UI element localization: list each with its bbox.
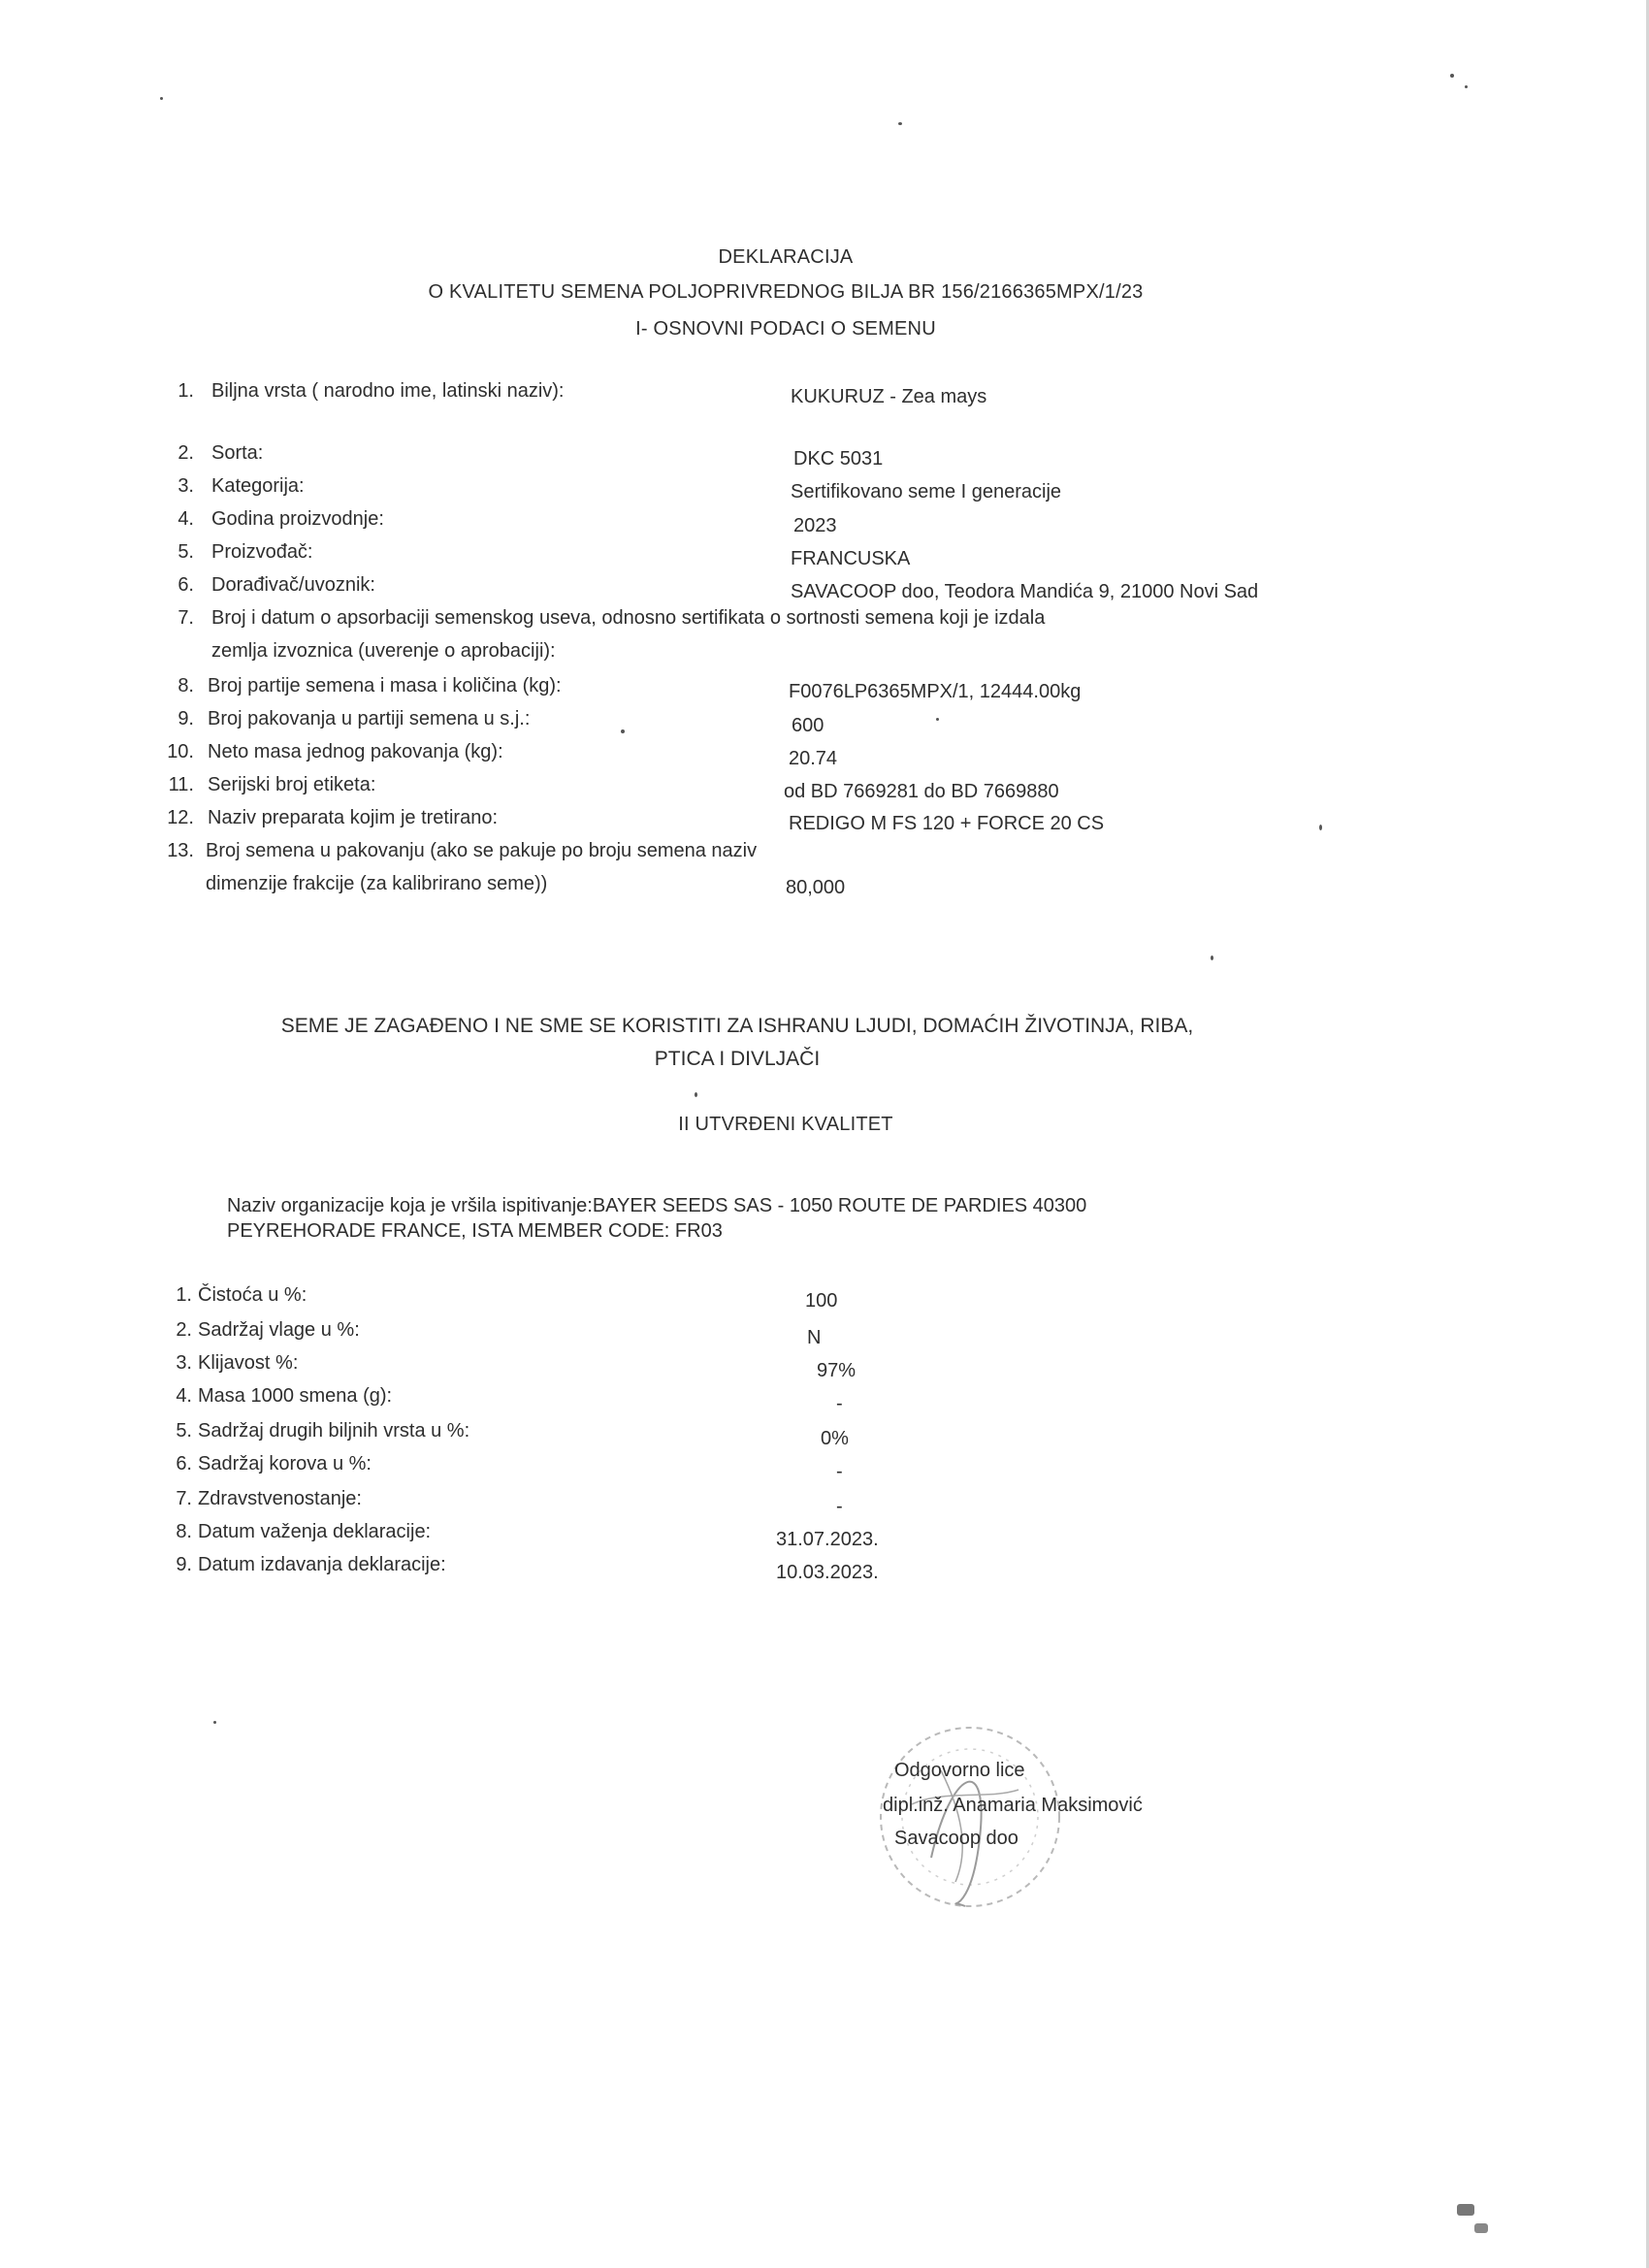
item-value: 10.03.2023. (776, 1562, 879, 1583)
scan-speck (160, 97, 163, 100)
item-number: 9. (176, 1554, 192, 1575)
item-number: 1. (176, 1284, 192, 1306)
item-number: 8. (176, 1521, 192, 1542)
scan-speck (898, 122, 902, 125)
item-label: Naziv preparata kojim je tretirano: (208, 807, 499, 828)
item-number: 9. (178, 708, 194, 729)
item-label: Sadržaj korova u %: (198, 1453, 372, 1474)
item-number: 6. (176, 1453, 192, 1474)
item-value: - (836, 1496, 843, 1517)
item-label: Neto masa jednog pakovanja (kg): (208, 741, 503, 762)
item-value: REDIGO M FS 120 + FORCE 20 CS (789, 813, 1105, 834)
item-label: Sorta: (211, 442, 264, 464)
scan-speck (936, 718, 939, 721)
item-value: 20.74 (789, 748, 838, 769)
testing-organization-line-2: PEYREHORADE FRANCE, ISTA MEMBER CODE: FR03 (227, 1220, 723, 1242)
item-value: od BD 7669281 do BD 7669880 (784, 781, 1059, 802)
scan-speck (1465, 85, 1468, 88)
scan-speck (1450, 74, 1454, 78)
item-number: 4. (176, 1385, 192, 1407)
item-value: Sertifikovano seme I generacije (791, 481, 1062, 502)
document-title: DEKLARACIJA (718, 246, 854, 268)
item-number: 8. (178, 675, 194, 697)
item-label: Broj pakovanja u partiji semena u s.j.: (208, 708, 531, 729)
item-label: Broj semena u pakovanju (ako se pakuje po broju semena naziv (206, 840, 758, 861)
scan-speck (1211, 956, 1213, 960)
item-number: 2. (178, 442, 194, 464)
scan-speck (695, 1092, 697, 1097)
signature-company: Savacoop doo (894, 1828, 1018, 1849)
item-value: DKC 5031 (793, 448, 884, 470)
item-number: 4. (178, 508, 194, 530)
item-label: Kategorija: (211, 475, 305, 497)
item-label: Zdravstvenostanje: (198, 1488, 362, 1509)
item-number: 3. (178, 475, 194, 497)
item-label: Datum izdavanja deklaracije: (198, 1554, 446, 1575)
item-label-continued: zemlja izvoznica (uverenje o aprobaciji): (211, 640, 556, 662)
item-value: N (807, 1327, 822, 1348)
item-label: Datum važenja deklaracije: (198, 1521, 432, 1542)
item-value: FRANCUSKA (791, 548, 911, 569)
item-label: Broj i datum o apsorbaciji semenskog useva, odnosno sertifikata o sortnosti semena koji je izdala (211, 607, 1046, 629)
item-number: 3. (176, 1352, 192, 1374)
item-number: 5. (176, 1420, 192, 1442)
item-number: 7. (178, 607, 194, 629)
item-label: Proizvođač: (211, 541, 313, 563)
item-value: 2023 (793, 515, 837, 536)
item-label: Sadržaj drugih biljnih vrsta u %: (198, 1420, 470, 1442)
item-number: 11. (168, 774, 194, 795)
item-value: - (836, 1393, 843, 1414)
item-value: 600 (792, 715, 824, 736)
document-subtitle: O KVALITETU SEMENA POLJOPRIVREDNOG BILJA BR 156/2166365MPX/1/23 (428, 281, 1144, 303)
item-number: 12. (167, 807, 194, 828)
item-label: Sadržaj vlage u %: (198, 1319, 360, 1341)
item-label: Broj partije semena i masa i količina (kg): (208, 675, 562, 697)
item-value: 100 (805, 1290, 838, 1312)
item-number: 7. (176, 1488, 192, 1509)
item-value: 31.07.2023. (776, 1529, 879, 1550)
item-number: 10. (167, 741, 194, 762)
contamination-warning-line-2: PTICA I DIVLJAČI (654, 1048, 821, 1070)
section-basic-data-heading: I- OSNOVNI PODACI O SEMENU (635, 318, 936, 340)
item-number: 2. (176, 1319, 192, 1341)
item-value: SAVACOOP doo, Teodora Mandića 9, 21000 Novi Sad (791, 581, 1259, 602)
item-value: 97% (817, 1360, 857, 1381)
item-number: 6. (178, 574, 194, 596)
item-number: 5. (178, 541, 194, 563)
signature-title: Odgovorno lice (894, 1760, 1025, 1781)
scan-speck (1474, 2223, 1488, 2233)
scan-speck (213, 1721, 216, 1724)
section-quality-heading: II UTVRĐENI KVALITET (678, 1114, 893, 1135)
item-number: 13. (167, 840, 194, 861)
testing-organization-line-1: Naziv organizacije koja je vršila ispitivanje:BAYER SEEDS SAS - 1050 ROUTE DE PARDIES 40300 (227, 1195, 1087, 1216)
item-label: Godina proizvodnje: (211, 508, 384, 530)
item-number: 1. (178, 380, 194, 402)
scan-speck (621, 729, 625, 733)
item-value: KUKURUZ - Zea mays (791, 386, 987, 407)
scan-speck (1457, 2204, 1474, 2216)
item-value: F0076LP6365MPX/1, 12444.00kg (789, 681, 1082, 702)
item-label: Biljna vrsta ( narodno ime, latinski naziv): (211, 380, 565, 402)
item-label: Klijavost %: (198, 1352, 299, 1374)
scan-speck (1319, 825, 1322, 830)
item-value: - (836, 1461, 843, 1482)
signature-name: dipl.inž. Anamaria Maksimović (883, 1795, 1143, 1816)
contamination-warning-line-1: SEME JE ZAGAĐENO I NE SME SE KORISTITI ZA ISHRANU LJUDI, DOMAĆIH ŽIVOTINJA, RIBA, (280, 1015, 1194, 1037)
item-value: 80,000 (786, 877, 846, 898)
item-label: Dorađivač/uvoznik: (211, 574, 375, 596)
item-label: Masa 1000 smena (g): (198, 1385, 393, 1407)
item-label: Serijski broj etiketa: (208, 774, 376, 795)
item-value: 0% (821, 1428, 849, 1449)
item-label: Čistoća u %: (198, 1284, 307, 1306)
item-label-continued: dimenzije frakcije (za kalibrirano seme)) (206, 873, 548, 894)
